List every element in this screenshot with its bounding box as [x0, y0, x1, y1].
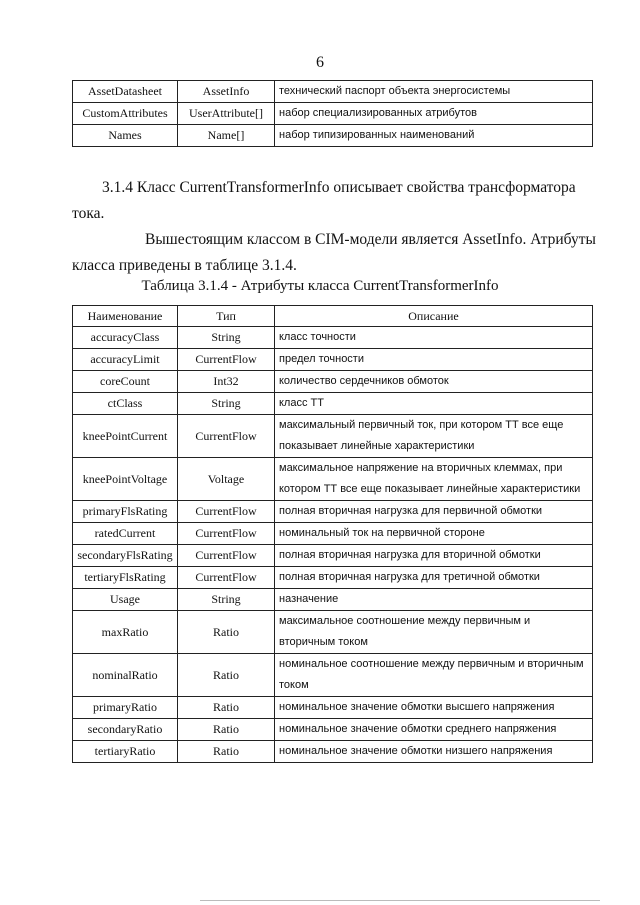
section-paragraph: [72, 175, 602, 279]
attribute-type: Name[]: [178, 125, 275, 147]
paragraph-line: класса приведены в таблице 3.1.4.: [72, 257, 297, 274]
attribute-description: полная вторичная нагрузка для первичной обмотки: [275, 501, 593, 523]
top-table-body: [73, 81, 593, 147]
table-row: [73, 393, 593, 415]
header-type: Тип: [178, 306, 275, 327]
attribute-description: максимальный первичный ток, при котором ТТ все еще показывает линейные характеристики: [275, 415, 593, 458]
attribute-name: accuracyClass: [73, 327, 178, 349]
attribute-name: Names: [73, 125, 178, 147]
attribute-name: Usage: [73, 589, 178, 611]
attribute-type: Ratio: [178, 697, 275, 719]
attribute-description: максимальное напряжение на вторичных клеммах, при котором ТТ все еще показывает линейные характеристики: [275, 458, 593, 501]
table-row: [73, 103, 593, 125]
attribute-type: Int32: [178, 371, 275, 393]
table-row: [73, 611, 593, 654]
attribute-name: kneePointCurrent: [73, 415, 178, 458]
attribute-name: primaryFlsRating: [73, 501, 178, 523]
attribute-name: CustomAttributes: [73, 103, 178, 125]
attribute-description: номинальное соотношение между первичным и вторичным током: [275, 654, 593, 697]
header-description: Описание: [275, 306, 593, 327]
attribute-name: accuracyLimit: [73, 349, 178, 371]
table-row: [73, 697, 593, 719]
attribute-description: набор специализированных атрибутов: [275, 103, 593, 125]
attribute-name: ctClass: [73, 393, 178, 415]
attribute-type: CurrentFlow: [178, 545, 275, 567]
attribute-name: secondaryFlsRating: [73, 545, 178, 567]
attribute-type: String: [178, 327, 275, 349]
table-row: [73, 327, 593, 349]
attribute-description: максимальное соотношение между первичным и вторичным током: [275, 611, 593, 654]
attribute-type: String: [178, 589, 275, 611]
attribute-description: номинальное значение обмотки высшего напряжения: [275, 697, 593, 719]
attribute-description: предел точности: [275, 349, 593, 371]
main-table-body: [73, 327, 593, 763]
attribute-type: CurrentFlow: [178, 501, 275, 523]
attribute-name: tertiaryRatio: [73, 741, 178, 763]
current-transformer-attributes-table: [72, 305, 593, 763]
header-row: [73, 306, 593, 327]
attribute-name: secondaryRatio: [73, 719, 178, 741]
attribute-name: nominalRatio: [73, 654, 178, 697]
attribute-description: номинальное значение обмотки низшего напряжения: [275, 741, 593, 763]
attribute-type: String: [178, 393, 275, 415]
table-row: [73, 81, 593, 103]
table-row: [73, 719, 593, 741]
attribute-description: класс точности: [275, 327, 593, 349]
attribute-name: tertiaryFlsRating: [73, 567, 178, 589]
attribute-name: coreCount: [73, 371, 178, 393]
attribute-name: maxRatio: [73, 611, 178, 654]
attribute-type: CurrentFlow: [178, 415, 275, 458]
attribute-type: Ratio: [178, 719, 275, 741]
table-row: [73, 654, 593, 697]
table-row: [73, 415, 593, 458]
attribute-type: AssetInfo: [178, 81, 275, 103]
attribute-type: Ratio: [178, 611, 275, 654]
table-row: [73, 125, 593, 147]
table-row: [73, 349, 593, 371]
table-row: [73, 371, 593, 393]
attribute-type: CurrentFlow: [178, 567, 275, 589]
attribute-description: полная вторичная нагрузка для третичной обмотки: [275, 567, 593, 589]
paragraph-line: 3.1.4 Класс CurrentTransformerInfo описывает свойства трансформатора тока.: [72, 179, 576, 222]
attribute-description: количество сердечников обмоток: [275, 371, 593, 393]
table-row: [73, 589, 593, 611]
attribute-description: технический паспорт объекта энергосистемы: [275, 81, 593, 103]
attribute-description: класс ТТ: [275, 393, 593, 415]
attribute-description: набор типизированных наименований: [275, 125, 593, 147]
table-header: [73, 306, 593, 327]
table-caption: Таблица 3.1.4 - Атрибуты класса CurrentTransformerInfo: [141, 278, 499, 294]
inherited-attributes-table: [72, 80, 593, 147]
attribute-name: primaryRatio: [73, 697, 178, 719]
attribute-description: номинальный ток на первичной стороне: [275, 523, 593, 545]
attribute-name: kneePointVoltage: [73, 458, 178, 501]
table-row: [73, 458, 593, 501]
attribute-type: CurrentFlow: [178, 523, 275, 545]
attribute-name: ratedCurrent: [73, 523, 178, 545]
attribute-description: полная вторичная нагрузка для вторичной обмотки: [275, 545, 593, 567]
attribute-type: Ratio: [178, 741, 275, 763]
table-row: [73, 545, 593, 567]
header-name: Наименование: [73, 306, 178, 327]
paragraph-line: Вышестоящим классом в CIM-модели является AssetInfo. Атрибуты: [145, 231, 596, 248]
table-row: [73, 501, 593, 523]
attribute-type: Voltage: [178, 458, 275, 501]
attribute-type: Ratio: [178, 654, 275, 697]
attribute-description: назначение: [275, 589, 593, 611]
attribute-type: CurrentFlow: [178, 349, 275, 371]
attribute-name: AssetDatasheet: [73, 81, 178, 103]
attribute-type: UserAttribute[]: [178, 103, 275, 125]
attribute-description: номинальное значение обмотки среднего напряжения: [275, 719, 593, 741]
page-number: 6: [316, 54, 324, 71]
table-row: [73, 523, 593, 545]
table-row: [73, 567, 593, 589]
table-row: [73, 741, 593, 763]
page-bottom-rule: [200, 900, 600, 901]
